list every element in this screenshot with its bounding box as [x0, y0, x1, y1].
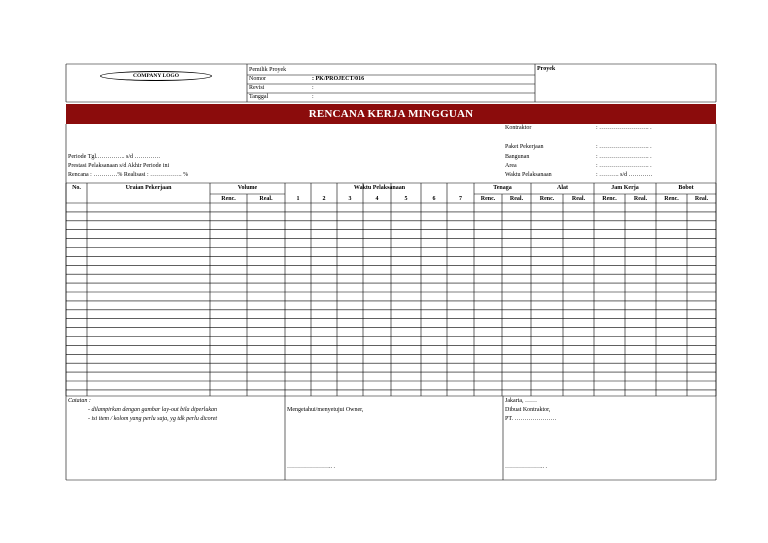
contractor-signature-line: ……………….. . — [505, 464, 547, 470]
area-label: Area — [505, 163, 517, 169]
bangunan-value: : ……………………. . — [596, 154, 652, 160]
jam-kerja-real-header: Real. — [633, 196, 648, 202]
company-logo: COMPANY LOGO — [100, 71, 212, 81]
col-volume-header: Volume — [237, 185, 258, 191]
bangunan-label: Bangunan — [505, 154, 530, 160]
nomor-label: Nomor — [249, 76, 266, 82]
day-7-header: 7 — [459, 196, 462, 202]
revisi-label: Revisi — [249, 85, 265, 91]
day-2-header: 2 — [322, 196, 326, 202]
waktu-pelaksanaan-label: Waktu Pelaksanaan — [505, 172, 552, 178]
title-band — [66, 104, 716, 124]
owner-approval-label: Mengetahui/menyetujui Owner, — [287, 407, 364, 413]
kontraktor-label: Kontraktor — [505, 125, 532, 131]
form-title: RENCANA KERJA MINGGUAN — [308, 108, 474, 120]
alat-real-header: Real. — [571, 196, 586, 202]
catatan-note-1: - dilampirkan dengan gambar lay-out bila diperlukan — [88, 407, 217, 413]
jam-kerja-renc-header: Renc. — [602, 196, 617, 202]
bobot-real-header: Real. — [694, 196, 709, 202]
col-alat-header: Alat — [557, 185, 568, 191]
day-5-header: 5 — [404, 196, 408, 202]
col-uraian-header: Uraian Pekerjaan — [125, 185, 172, 191]
nomor-value: : PK/PROJECT/016 — [312, 76, 365, 82]
rencana-realisasi-line: Rencana : …………% Realisasi : ……………. % — [68, 172, 189, 178]
place-date: Jakarta, …… — [505, 398, 537, 404]
pemilik-proyek-label: Pemilik Proyek — [249, 67, 287, 73]
area-value: : ……………………. . — [596, 163, 652, 169]
catatan-label: Catatan : — [68, 398, 91, 404]
volume-real-header: Real. — [259, 196, 273, 202]
col-no-header: No. — [72, 185, 81, 191]
catatan-note-2: - isi item / kolom yang perlu saja, yg tdk perlu dicoret — [88, 416, 218, 422]
tanggal-label: Tanggal — [249, 94, 269, 100]
col-bobot-header: Bobot — [678, 185, 694, 191]
waktu-pelaksanaan-value: : ………. s/d ………… — [596, 172, 653, 178]
alat-renc-header: Renc. — [539, 196, 555, 202]
col-waktu-header: Waktu Pelaksanaan — [353, 185, 406, 191]
day-3-header: 3 — [348, 196, 352, 202]
col-jam-kerja-header: Jam Kerja — [611, 185, 639, 191]
paket-pekerjaan-label: Paket Pekerjaan — [505, 144, 544, 150]
bobot-renc-header: Renc. — [664, 196, 679, 202]
paket-pekerjaan-value: : ……………………. . — [596, 144, 652, 150]
tenaga-renc-header: Renc. — [480, 196, 496, 202]
tenaga-real-header: Real. — [509, 196, 524, 202]
periode-line: Periode Tgl.………….. s/d …………. — [68, 154, 161, 160]
tanggal-value: : — [312, 94, 314, 100]
day-4-header: 4 — [375, 196, 379, 202]
volume-renc-header: Renc. — [221, 196, 236, 202]
col-tenaga-header: Tenaga — [493, 185, 512, 191]
day-1-header: 1 — [296, 196, 300, 202]
made-by-contractor: Dibuat Kontraktor, — [505, 407, 551, 413]
kontraktor-value: : ……………………. . — [596, 125, 652, 131]
day-6-header: 6 — [432, 196, 436, 202]
revisi-value: : — [312, 85, 314, 91]
prestasi-line: Prestasi Pelaksanaan s/d Akhir Periode ini — [68, 163, 170, 169]
proyek-label: Proyek — [537, 66, 556, 72]
owner-signature-line: ………………….. . — [287, 464, 335, 470]
pt-line: PT. ………………… — [505, 416, 557, 422]
